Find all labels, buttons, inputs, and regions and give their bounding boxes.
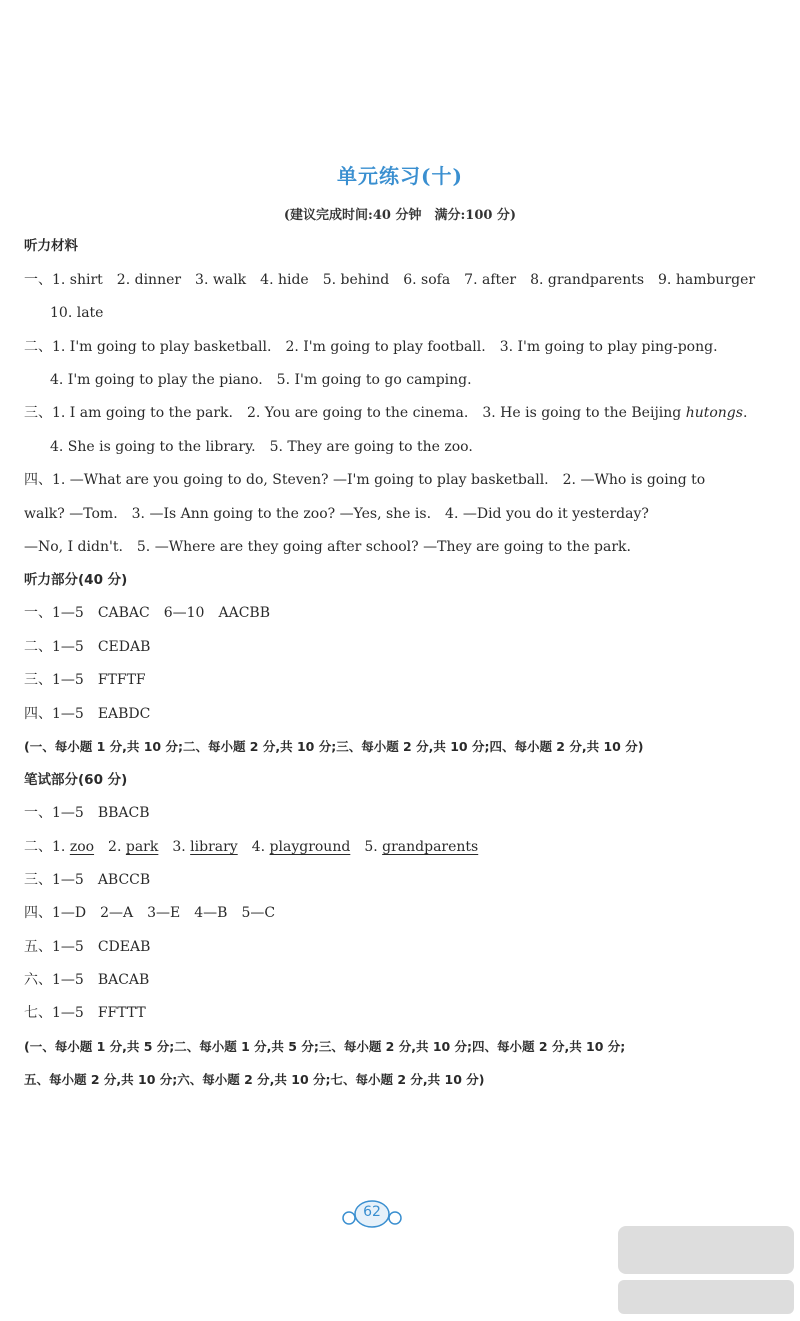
material-s3-line2: 4. She is going to the library. 5. They are going to the zoo. bbox=[50, 439, 473, 455]
page-number-badge bbox=[340, 1198, 404, 1230]
watermark-logo bbox=[616, 1222, 796, 1317]
page-number: 62 bbox=[363, 1204, 381, 1220]
written-part-heading: 笔试部分(60 分) bbox=[24, 772, 128, 788]
material-s1-line2: 10. late bbox=[50, 305, 104, 321]
answer-word-library: library bbox=[190, 839, 238, 855]
listening-answer-3: 三、1—5 FTFTF bbox=[24, 672, 146, 688]
material-s3-line1 bbox=[24, 403, 747, 423]
listening-answer-2: 二、1—5 CEDAB bbox=[24, 639, 151, 655]
page-title: 单元练习(十) bbox=[337, 164, 463, 188]
written-answer-2-p4: 4. bbox=[251, 839, 270, 855]
listening-part-heading: 听力部分(40 分) bbox=[24, 572, 128, 588]
written-score-note-1: (一、每小题 1 分,共 5 分;二、每小题 1 分,共 5 分;三、每小题 2 分,共 10 分;四、每小题 2 分,共 10 分; bbox=[24, 1039, 626, 1054]
material-s4-line2: walk? —Tom. 3. —Is Ann going to the zoo? —Yes, she is. 4. —Did you do it yesterday? bbox=[24, 506, 649, 522]
written-answer-5: 五、1—5 CDEAB bbox=[24, 939, 151, 955]
written-answer-3: 三、1—5 ABCCB bbox=[24, 872, 151, 888]
material-s4-line3: —No, I didn't. 5. —Where are they going after school? —They are going to the park. bbox=[24, 539, 631, 555]
material-s2-line2: 4. I'm going to play the piano. 5. I'm going to go camping. bbox=[50, 372, 472, 388]
written-answer-1: 一、1—5 BBACB bbox=[24, 805, 150, 821]
material-s2-line1: 二、1. I'm going to play basketball. 2. I'm going to play football. 3. I'm going to play ping-pong. bbox=[24, 339, 718, 355]
written-answer-4: 四、1—D 2—A 3—E 4—B 5—C bbox=[24, 905, 276, 921]
written-answer-2-prefix: 二、1. bbox=[24, 839, 70, 855]
material-s3-text-a: 三、1. I am going to the park. 2. You are going to the cinema. 3. He is going to the Beijing bbox=[24, 405, 686, 421]
written-answer-6: 六、1—5 BACAB bbox=[24, 972, 150, 988]
written-answer-2 bbox=[24, 837, 478, 857]
answer-word-zoo: zoo bbox=[69, 839, 95, 855]
written-answer-2-p2: 2. bbox=[108, 839, 126, 855]
listening-score-note: (一、每小题 1 分,共 10 分;二、每小题 2 分,共 10 分;三、每小题 2 分,共 10 分;四、每小题 2 分,共 10 分) bbox=[24, 739, 644, 754]
answer-word-grandparents: grandparents bbox=[382, 839, 479, 855]
answer-word-playground: playground bbox=[269, 839, 351, 855]
listening-material-heading: 听力材料 bbox=[24, 238, 78, 254]
answer-word-park: park bbox=[125, 839, 159, 855]
watermark-logo-icon bbox=[616, 1222, 796, 1317]
material-s3-text-c: . bbox=[742, 405, 748, 421]
page-subtitle: (建议完成时间:40 分钟 满分:100 分) bbox=[283, 208, 517, 223]
listening-answer-4: 四、1—5 EABDC bbox=[24, 706, 151, 722]
written-score-note-2: 五、每小题 2 分,共 10 分;六、每小题 2 分,共 10 分;七、每小题 2 分,共 10 分) bbox=[24, 1072, 485, 1087]
written-answer-2-p5: 5. bbox=[364, 839, 383, 855]
written-answer-2-p3: 3. bbox=[172, 839, 191, 855]
material-s4-line1: 四、1. —What are you going to do, Steven? —I'm going to play basketball. 2. —Who is going to bbox=[24, 472, 706, 488]
listening-answer-1: 一、1—5 CABAC 6—10 AACBB bbox=[24, 605, 270, 621]
material-s1-line1: 一、1. shirt 2. dinner 3. walk 4. hide 5. behind 6. sofa 7. after 8. grandparents 9. hamburger bbox=[24, 272, 756, 288]
written-answer-7: 七、1—5 FFTTT bbox=[24, 1005, 146, 1021]
material-s3-italic-word: hutongs bbox=[685, 405, 743, 421]
